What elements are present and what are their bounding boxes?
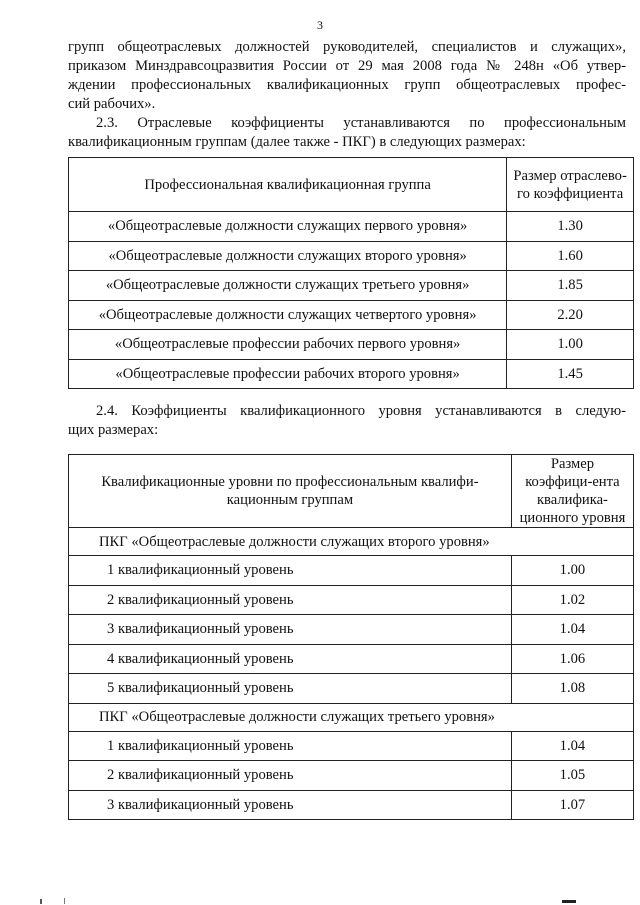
section-2-3-line: квалификационным группам (далее также - ПКГ) в следующих размерах: [68,134,526,150]
professional-group-cell: «Общеотраслевые профессии рабочих второго уровня» [69,359,507,389]
coefficient-cell: 1.07 [511,790,633,820]
table-row [69,644,634,674]
scan-edge-marks [0,895,640,905]
section-2-4-line: 2.4. Коэффициенты квалификационного уровня устанавливаются в следую- [96,403,626,419]
coefficient-cell: 1.60 [507,241,634,271]
qualification-level-cell: 3 квалификационный уровень [69,790,512,820]
coefficient-cell: 1.30 [507,212,634,242]
section-2-4-paragraph [68,402,626,440]
intro-line: ждении профессиональных квалификационных групп общеотраслевых профес- [68,77,626,93]
coefficient-cell: 1.05 [511,761,633,791]
intro-line: групп общеотраслевых должностей руководителей, специалистов и служащих», [68,39,626,55]
table-row [69,790,634,820]
coefficient-cell: 1.08 [511,674,633,704]
qualification-level-cell: 4 квалификационный уровень [69,644,512,674]
table-header-row [69,455,634,528]
table-row [69,585,634,615]
table-row [69,359,634,389]
professional-group-cell: «Общеотраслевые должности служащих четвертого уровня» [69,300,507,330]
table-row [69,330,634,360]
table-row [69,212,634,242]
qualification-level-cell: 3 квалификационный уровень [69,615,512,645]
intro-paragraph [68,38,626,114]
professional-group-cell: «Общеотраслевые должности служащих первого уровня» [69,212,507,242]
industry-coefficients-table [68,157,634,389]
intro-line: сий рабочих». [68,96,156,112]
coefficient-cell: 1.00 [507,330,634,360]
qualification-level-cell: 5 квалификационный уровень [69,674,512,704]
table-row [69,300,634,330]
qualification-level-cell: 1 квалификационный уровень [69,731,512,761]
table-row [69,615,634,645]
header-qualification-coefficient: Размер коэффици-ента квалифика-ционного уровня [511,455,633,528]
header-professional-group: Профессиональная квалификационная группа [69,158,507,212]
qualification-level-cell: 2 квалификационный уровень [69,585,512,615]
scan-mark [40,899,42,904]
scan-mark [562,900,576,903]
coefficient-cell: 1.06 [511,644,633,674]
professional-group-cell: «Общеотраслевые должности служащих третьего уровня» [69,271,507,301]
qualification-level-cell: 1 квалификационный уровень [69,556,512,586]
table-row [69,556,634,586]
group-title-cell: ПКГ «Общеотраслевые должности служащих второго уровня» [69,528,634,556]
scan-mark [64,898,65,904]
header-qualification-levels: Квалификационные уровни по профессиональным квалифи-кационным группам [69,455,512,528]
group-title-cell: ПКГ «Общеотраслевые должности служащих третьего уровня» [69,703,634,731]
coefficient-cell: 1.85 [507,271,634,301]
professional-group-cell: «Общеотраслевые профессии рабочих первого уровня» [69,330,507,360]
table-header-row [69,158,634,212]
table-row [69,731,634,761]
section-2-4-line: щих размерах: [68,422,159,438]
intro-line: приказом Минздравсоцразвития России от 29 мая 2008 года № 248н «Об утвер- [68,58,626,74]
table-row [69,761,634,791]
coefficient-cell: 1.45 [507,359,634,389]
coefficient-cell: 1.00 [511,556,633,586]
table-row [69,674,634,704]
table-row [69,271,634,301]
qualification-level-coefficients-table [68,454,634,820]
page-number: 3 [317,18,323,32]
coefficient-cell: 1.04 [511,615,633,645]
table-group-row [69,703,634,731]
coefficient-cell: 2.20 [507,300,634,330]
table-row [69,241,634,271]
qualification-level-cell: 2 квалификационный уровень [69,761,512,791]
section-2-3-paragraph [68,114,626,152]
header-industry-coefficient: Размер отраслево-го коэффициента [507,158,634,212]
coefficient-cell: 1.02 [511,585,633,615]
table-group-row [69,528,634,556]
professional-group-cell: «Общеотраслевые должности служащих второго уровня» [69,241,507,271]
coefficient-cell: 1.04 [511,731,633,761]
section-2-3-line: 2.3. Отраслевые коэффициенты устанавливаются по профессиональным [96,115,626,131]
